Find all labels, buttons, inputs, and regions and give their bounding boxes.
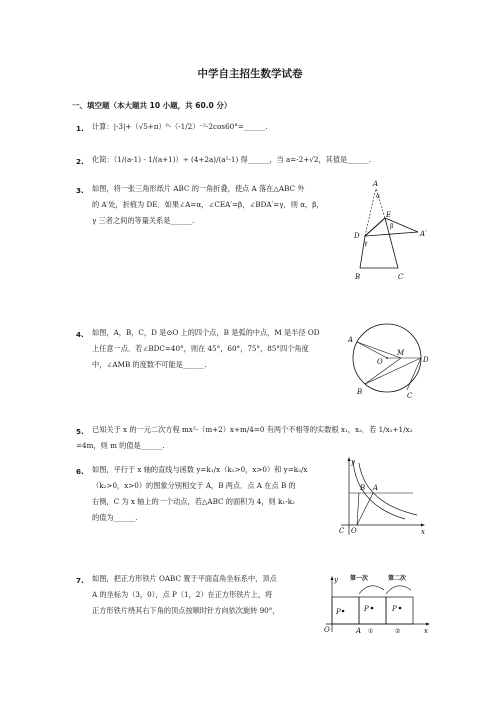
question-1 — [92, 119, 268, 135]
label-p-second: P — [392, 605, 397, 613]
curve-k1 — [359, 463, 417, 515]
question-6-line-2: （k₂>0，x>0）的图象分别相交于 A，B 两点．点 A 在点 B 的 — [92, 481, 296, 490]
question-7-line-1: 如图，把正方形铁片 OABC 置于平面直角坐标系中，顶点 — [92, 574, 277, 583]
label-circle-1: ① — [368, 628, 374, 635]
center-dot — [386, 357, 388, 359]
question-3-number: 3. — [76, 186, 84, 195]
label-d: D — [423, 356, 429, 364]
segment-bm — [365, 358, 401, 384]
label-a: A — [373, 180, 379, 188]
question-7-line-2: A 的坐标为（3，0），点 P（1，2）在正方形铁片上，将 — [92, 590, 273, 599]
label-o: O — [324, 626, 330, 634]
label-y: y — [334, 576, 338, 584]
question-2-number: 2. — [76, 157, 84, 166]
question-5-number: 5. — [76, 427, 84, 436]
question-7 — [92, 571, 280, 619]
question-6-line-3: 右侧，C 为 x 轴上的一个动点，若△ABC 的面积为 4，则 k₁-k₂ — [92, 497, 295, 506]
label-b: B — [360, 484, 366, 492]
question-6-line-1: 如图，平行于 x 轴的直线与函数 y=k₁/x（k₁>0，x>0）和 y=k₂/x — [92, 465, 308, 474]
question-7-line-3: 正方形铁片绕其右下角的顶点按顺时针方向依次旋转 90°， — [92, 606, 280, 615]
figure-folded-triangle — [340, 178, 430, 290]
segment-cb — [357, 493, 359, 525]
figure-rotating-squares — [320, 566, 432, 638]
x-axis-arrow — [426, 623, 430, 626]
question-5-line-1: 已知关于 x 的一元二次方程 mx²-（m+2）x+m/4=0 有两个不相等的实数根 x₁，x₂．若 1/x₁+1/x₂ — [92, 425, 413, 434]
label-c: C — [398, 273, 404, 281]
fold-edge-ad — [365, 188, 376, 236]
label-c: C — [339, 527, 345, 535]
label-c: C — [407, 392, 413, 398]
label-x: x — [421, 528, 425, 536]
label-circle-2: ② — [395, 628, 401, 635]
question-4-line-1: 如图，A，B，C，D 是⊙O 上的四个点，B 是弧的中点，M 是半径 OD — [92, 328, 320, 337]
x-axis-arrow — [421, 524, 425, 527]
figure-circle — [345, 318, 430, 398]
label-p-initial: P — [336, 608, 341, 616]
figure-6-labels — [339, 458, 425, 536]
segment-am — [357, 342, 401, 358]
section-heading: 一、填空题（本大题共 10 小题，共 60.0 分） — [72, 101, 232, 110]
question-1-number: 1. — [76, 124, 84, 133]
label-a: A — [348, 336, 354, 344]
point-p-initial — [342, 610, 345, 613]
label-a: A — [356, 627, 362, 635]
page-title: 中学自主招生数学试卷 — [197, 68, 303, 80]
rotation-arc-2 — [386, 586, 411, 594]
segment-ao — [357, 342, 387, 358]
question-3-line-2: 的 A′处，折痕为 DE．如果∠A=α，∠CEA′=β，∠BDA′=γ，则 α，β， — [92, 200, 324, 209]
label-b: B — [357, 388, 363, 396]
label-a: A — [373, 484, 379, 492]
label-y: y — [351, 458, 355, 466]
figure-7-labels — [324, 574, 428, 635]
rotation-arc-1 — [359, 586, 384, 594]
question-4 — [92, 325, 320, 373]
label-o: O — [377, 358, 383, 366]
label-e: E — [386, 211, 392, 219]
question-2-line-1: 化简：（1/(a-1) - 1/(a+1)）÷ (4+2a)/(a²-1) 得______，当 a=-2+√2，其值是______. — [92, 155, 372, 164]
label-second-rotation: 第二次 — [388, 575, 407, 582]
label-alpha: α — [376, 193, 381, 200]
label-beta: β — [390, 223, 394, 230]
label-p-first: P — [364, 605, 369, 613]
question-6-line-4: 的值为______. — [92, 513, 138, 522]
question-4-line-3: 中，∠AMB 的度数不可能是______. — [92, 360, 207, 369]
label-x: x — [424, 627, 428, 635]
question-3-line-1: 如图，将一张三角形纸片 ABC 的一角折叠，使点 A 落在△ABC 外 — [92, 184, 305, 193]
label-m: M — [397, 349, 405, 357]
figure-hyperbolas — [335, 455, 430, 540]
question-5-line-2: =4m，则 m 的值是______. — [76, 441, 165, 450]
question-6-number: 6. — [76, 467, 84, 476]
question-3-line-3: γ 三者之间的等量关系是______. — [92, 216, 195, 225]
square-second — [386, 597, 413, 624]
crease-de — [365, 218, 385, 236]
question-1-line-1: 计算：|-3|+（√5+π）⁰-（-1/2）⁻²-2cos60°=______. — [92, 122, 268, 131]
question-6 — [92, 462, 307, 526]
segment-cd — [407, 358, 421, 390]
label-gamma: γ — [364, 240, 368, 247]
label-o: O — [351, 527, 357, 535]
question-4-number: 4. — [76, 330, 84, 339]
point-p-first — [371, 607, 374, 610]
question-7-number: 7. — [76, 576, 84, 585]
question-3 — [92, 181, 324, 229]
question-5 — [76, 422, 413, 454]
segment-ca — [357, 493, 373, 525]
question-2 — [92, 152, 371, 168]
label-b: B — [355, 273, 361, 281]
figure-4-labels — [347, 336, 429, 398]
point-p-second — [399, 607, 402, 610]
label-a-prime: A′ — [420, 230, 427, 238]
label-first-rotation: 第一次 — [350, 575, 369, 582]
label-d: D — [354, 232, 360, 240]
question-4-line-2: 上任意一点．若∠BDC=40°，则在 45°，60°，75°，85°四个角度 — [92, 344, 309, 353]
figure-3-labels — [353, 180, 427, 281]
